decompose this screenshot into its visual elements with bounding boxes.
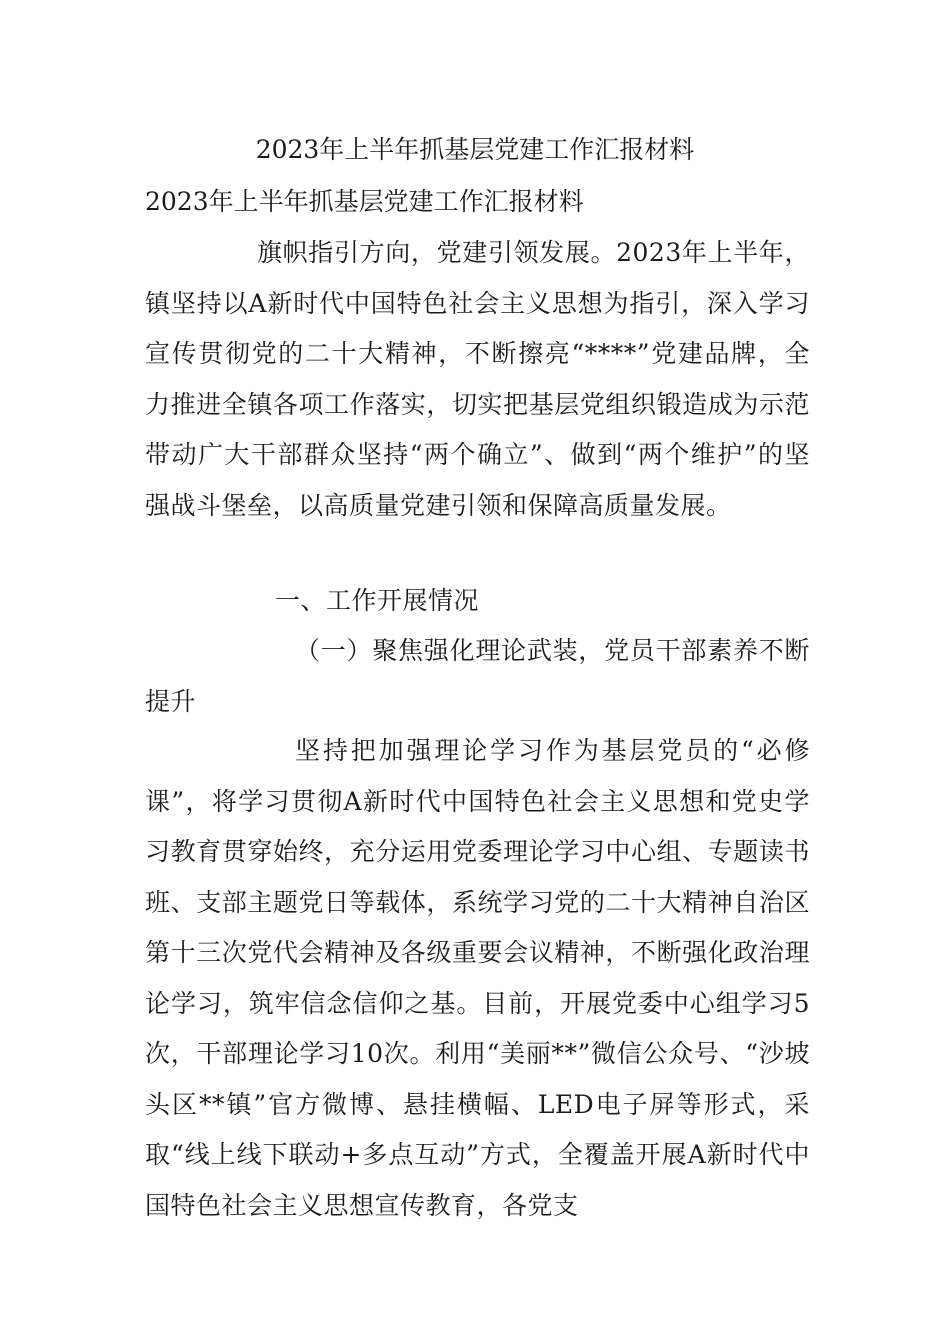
document-title: 2023年上半年抓基层党建工作汇报材料 [255,135,695,164]
intro-paragraph: 旗帜指引方向，党建引领发展。2023年上半年，镇坚持以A新时代中国特色社会主义思想为指引，深入学习宣传贯彻党的二十大精神，不断擦亮“****”党建品牌，全力推进全镇各项工作落实，切实把基层党组织锻造成为示范带动广大干部群众坚持“两个确立”、做到“两个维护”的坚强战斗堡垒，以高质量党建引领和保障高质量发展。 [145,238,810,520]
document-subtitle: 2023年上半年抓基层党建工作汇报材料 [145,187,584,216]
section-heading: 一、工作开展情况 [275,586,480,615]
subsection-heading: （一）聚焦强化理论武装，党员干部素养不断提升 [145,636,810,716]
body-paragraph: 坚持把加强理论学习作为基层党员的“必修课”，将学习贯彻A新时代中国特色社会主义思想和党史学习教育贯穿始终，充分运用党委理论学习中心组、专题读书班、支部主题党日等载体，系统学习党的二十大精神自治区第十三次党代会精神及各级重要会议精神，不断强化政治理论学习，筑牢信念信仰之基。目前，开展党委中心组学习5次，干部理论学习10次。利用“美丽**”微信公众号、“沙坡头区**镇”官方微博、悬挂横幅、LED电子屏等形式，采取“线上线下联动+多点互动”方式，全覆盖开展A新时代中国特色社会主义思想宣传教育，各党支 [145,736,810,1220]
